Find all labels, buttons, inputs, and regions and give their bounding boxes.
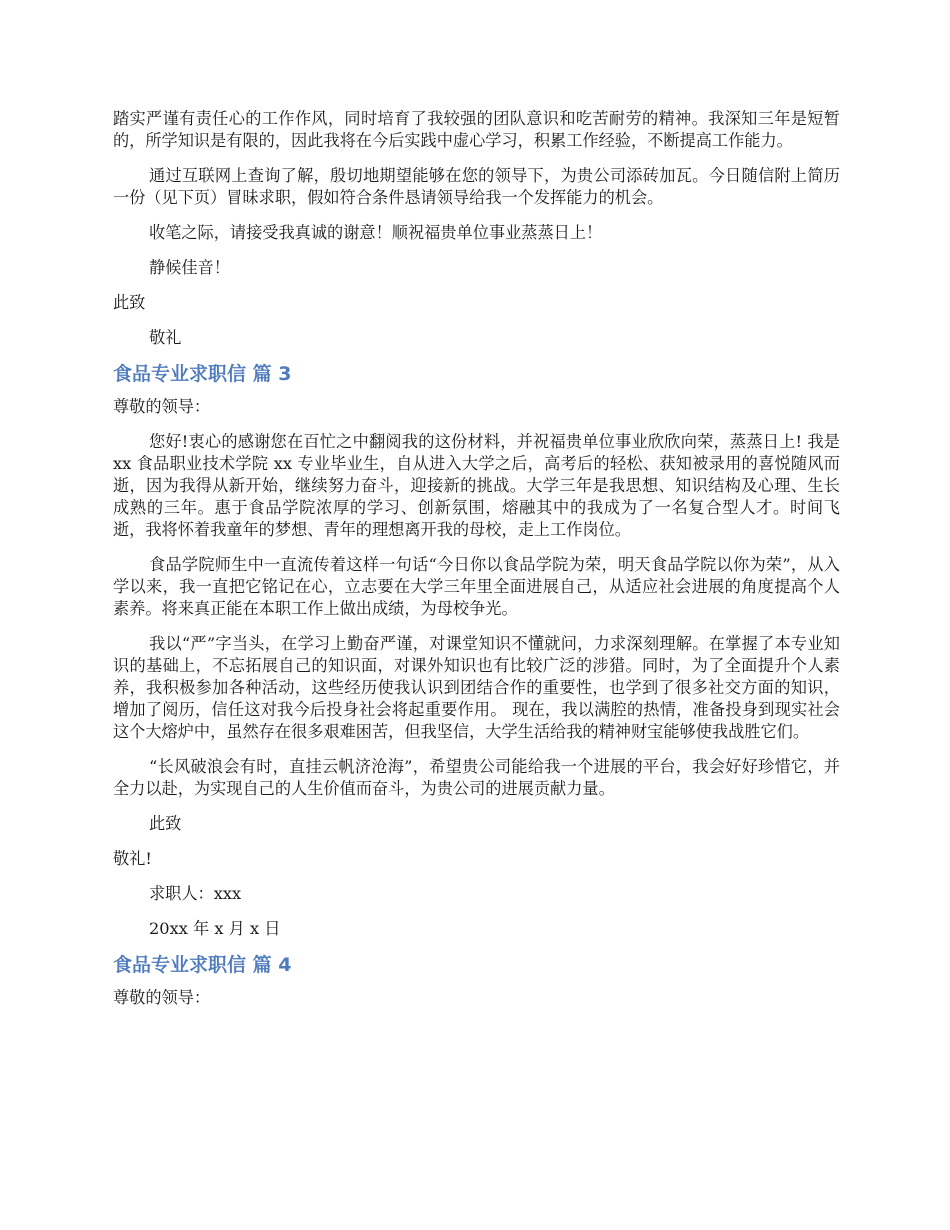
closing-thanks: 收笔之际，请接受我真诚的谢意！顺祝福贵单位事业蒸蒸日上！ [149,223,603,242]
paragraph: 我以“严”字当头，在学习上勤奋严谨，对课堂知识不懂就问，力求深刻理解。在掌握了本专业知识的基础上，不忘拓展自己的知识面，对课外知识也有比较广泛的涉猎。同时，为了全面提升个人素养，我积极参加各种活动，这些经历使我认识到团结合作的重要性，也学到了很多社交方面的知识，增加了阅历，信任这对我今后投身社会将起重要作用。 现在，我以满腔的热情，准备投身到现实社会这个大熔炉中，虽然存在很多艰难困苦，但我坚信，大学生活给我的精神财宝能够使我战胜它们。 [113,634,840,741]
paragraph: 踏实严谨有责任心的工作作风，同时培育了我较强的团队意识和吃苦耐劳的精神。我深知三年是短暂的，所学知识是有限的，因此我将在今后实践中虚心学习，积累工作经验，不断提高工作能力。 [113,109,840,150]
salutation-cizhi: 此致 [149,814,182,833]
letter-date: 20xx 年 x 月 x 日 [149,919,281,938]
greeting: 尊敬的领导： [113,988,211,1007]
paragraph: “长风破浪会有时，直挂云帆济沧海”，希望贵公司能给我一个进展的平台，我会好好珍惜它，并全力以赴，为实现自己的人生价值而奋斗，为贵公司的进展贡献力量。 [113,757,840,798]
paragraph: 您好!衷心的感谢您在百忙之中翻阅我的这份材料，并祝福贵单位事业欣欣向荣，蒸蒸日上! 我是 xx 食品职业技术学院 xx 专业毕业生，自从进入大学之后，高考后的轻松、获知被录用的喜悦随风而逝，因为我得从新开始，继续努力奋斗，迎接新的挑战。大学三年是我思想、知识结构及心理、生长成熟的三年。惠于食品学院浓厚的学习、创新氛围，熔融其中的我成为了一名复合型人才。时间飞逝，我将怀着我童年的梦想、青年的理想离开我的母校，走上工作岗位。 [113,432,840,539]
section-heading: 食品专业求职信 篇 4 [113,954,292,976]
document-page [113,108,840,1022]
salutation-jingli: 敬礼! [113,849,152,868]
paragraph: 食品学院师生中一直流传着这样一句话“今日你以食品学院为荣，明天食品学院以你为荣”，从入学以来，我一直把它铭记在心，立志要在大学三年里全面进展自己，从适应社会进展的角度提高个人素养。将来真正能在本职工作上做出成绩，为母校争光。 [113,555,840,618]
section-heading: 食品专业求职信 篇 3 [113,363,292,385]
paragraph: 通过互联网上查询了解，殷切地期望能够在您的领导下，为贵公司添砖加瓦。今日随信附上简历一份（见下页）冒昧求职，假如符合条件恳请领导给我一个发挥能力的机会。 [113,166,840,207]
closing-await: 静候佳音！ [149,258,230,277]
salutation-cizhi: 此致 [113,293,146,312]
greeting: 尊敬的领导： [113,397,211,416]
salutation-jingli: 敬礼 [149,328,182,347]
applicant-signature: 求职人：xxx [149,884,242,903]
